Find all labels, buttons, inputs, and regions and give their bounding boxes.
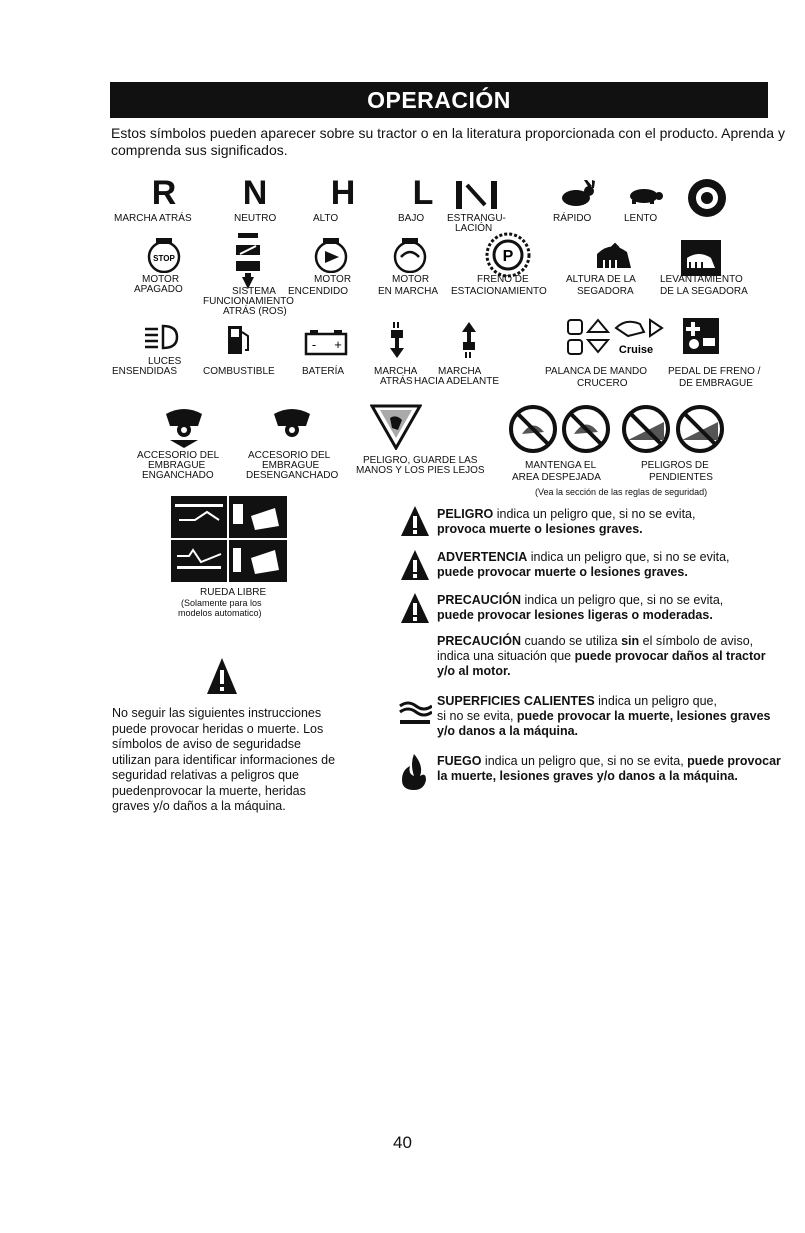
neutral-letter: N	[242, 174, 268, 212]
freewheel-sub-1: (Solamente para los	[181, 598, 262, 608]
reverse-arrow-icon	[387, 322, 407, 360]
freewheel-icon	[171, 496, 287, 582]
disengaged-label-3: DESENGANCHADO	[246, 470, 339, 481]
battery-plus: +	[334, 337, 342, 352]
brake-pedal-label-2: DE EMBRAGUE	[679, 378, 753, 389]
reverse-letter: R	[151, 174, 177, 212]
deck-lift-icon	[681, 240, 721, 276]
engine-off-label-2: APAGADO	[134, 284, 183, 295]
parking-brake-label-1: FRENO DE	[477, 274, 529, 285]
attachment-disengaged-icon	[272, 408, 312, 438]
high-label: ALTO	[313, 213, 339, 224]
hands-feet-label-1: PELIGRO, GUARDE LAS	[363, 455, 478, 466]
safety-rules-note: (Vea la sección de las reglas de seguridad)	[535, 487, 708, 497]
caution-message: PRECAUCIÓN indica un peligro que, si no se evita, puede provocar lesiones ligeras o moderadas.	[437, 593, 724, 622]
page-number: 40	[393, 1133, 412, 1152]
keep-area-clear-icon	[511, 407, 555, 451]
keep-area-clear-icon-2	[564, 407, 608, 451]
hands-feet-danger-icon	[370, 404, 422, 450]
neutral-label: NEUTRO	[234, 213, 277, 224]
hot-surface-icon	[398, 694, 432, 726]
stop-text: STOP	[153, 254, 175, 263]
forward-gear-label-1: MARCHA	[438, 366, 482, 377]
choke-label-2: LACIÓN	[455, 223, 493, 234]
ros-label-2: FUNCIONAMIENTO	[203, 296, 294, 307]
low-label: BAJO	[398, 213, 425, 224]
high-letter: H	[330, 174, 356, 212]
slope-hazard-icon	[624, 407, 668, 451]
keep-clear-label-2: AREA DESPEJADA	[512, 472, 601, 483]
safety-alert-icon	[205, 656, 239, 696]
ros-label-1: SISTEMA	[232, 286, 276, 297]
deck-lift-label-2: DE LA SEGADORA	[660, 286, 748, 297]
engaged-label-3: ENGANCHADO	[142, 470, 214, 481]
pto-icon	[687, 178, 727, 218]
engine-run-label-2: EN MARCHA	[378, 286, 439, 297]
fire-icon	[398, 752, 430, 792]
reverse-gear-label-1: MARCHA	[374, 366, 418, 377]
low-letter: L	[412, 174, 434, 212]
forward-arrow-icon	[459, 322, 479, 360]
battery-icon	[304, 330, 348, 356]
parking-brake-icon	[485, 232, 531, 278]
forward-gear-label-2: HACIA ADELANTE	[414, 376, 500, 387]
mower-height-label-2: SEGADORA	[577, 286, 634, 297]
choke-label-1: ESTRANGU-	[447, 213, 506, 224]
slope-label-2: PENDIENTES	[649, 472, 713, 483]
parking-text: P	[502, 248, 514, 265]
battery-label: BATERÍA	[302, 366, 345, 377]
engine-start-label-1: MOTOR	[314, 274, 352, 285]
ros-system-icon	[232, 233, 264, 293]
mower-height-label-1: ALTURA DE LA	[566, 274, 636, 285]
cruise-text: Cruise	[618, 344, 654, 356]
cruise-label-2: CRUCERO	[577, 378, 628, 389]
freewheel-label: RUEDA LIBRE	[200, 587, 267, 598]
headlight-icon	[143, 322, 179, 352]
attachment-engaged-icon	[164, 408, 204, 448]
fast-label: RÁPIDO	[553, 213, 592, 224]
fuel-icon	[226, 322, 252, 356]
keep-clear-label-1: MANTENGA EL	[525, 460, 597, 471]
brake-clutch-pedal-icon	[683, 318, 719, 354]
mower-height-icon	[593, 240, 635, 270]
slope-label-1: PELIGROS DE	[641, 460, 709, 471]
cruise-lever-icon	[564, 316, 674, 358]
fire-message: FUEGO indica un peligro que, si no se evita, puede provocar la muerte, lesiones graves y/o danos a la máquina.	[437, 754, 781, 783]
parking-brake-label-2: ESTACIONAMIENTO	[451, 286, 547, 297]
battery-minus: -	[311, 337, 317, 352]
engine-start-label-2: ENCENDIDO	[288, 286, 349, 297]
engine-run-icon	[392, 237, 428, 273]
disengaged-label-1: ACCESORIO DEL	[248, 450, 331, 461]
danger-alert-icon	[400, 505, 430, 537]
warning-message: ADVERTENCIA indica un peligro que, si no se evita, puede provocar muerte o lesiones graves.	[437, 550, 730, 579]
reverse-label: MARCHA ATRÁS	[114, 213, 192, 224]
engaged-label-1: ACCESORIO DEL	[137, 450, 220, 461]
engine-off-label-1: MOTOR	[142, 274, 180, 285]
rabbit-icon	[556, 180, 598, 210]
engine-start-icon	[313, 237, 349, 273]
caution-no-symbol-message: PRECAUCIÓN cuando se utiliza sin el símbolo de aviso, indica una situación que puede provocar daños al tractor y/o al motor.	[437, 634, 766, 678]
danger-message: PELIGRO indica un peligro que, si no se evita, provoca muerte o lesiones graves.	[437, 507, 696, 536]
intro-text: Estos símbolos pueden aparecer sobre su tractor o en la literatura proporcionada con el producto. Aprenda y comprenda sus significados.	[111, 125, 785, 158]
engine-run-label-1: MOTOR	[392, 274, 430, 285]
caution-alert-icon	[400, 592, 430, 624]
slow-label: LENTO	[624, 213, 658, 224]
lights-label-1: LUCES	[148, 356, 182, 367]
hands-feet-label-2: MANOS Y LOS PIES LEJOS	[356, 465, 485, 476]
page-title: OPERACIÓN	[110, 82, 768, 118]
engaged-label-2: EMBRAGUE	[148, 460, 206, 471]
prohibition-icons	[508, 404, 728, 454]
safety-intro-paragraph: No seguir las siguientes instrucciones puede provocar heridas o muerte. Los símbolos de aviso de seguridadse utilizan para identificar informaciones de seguridad relativas a peligros que puedenprovocar la muerte, heridas graves y/o daños a la máquina.	[112, 706, 336, 813]
choke-icon	[455, 179, 500, 211]
lights-label-2: ENSENDIDAS	[112, 366, 178, 377]
hot-surface-message: SUPERFICIES CALIENTES indica un peligro que, si no se evita, puede provocar la muerte, lesiones graves y/o danos a la máquina.	[437, 694, 771, 738]
slope-hazard-icon-2	[678, 407, 722, 451]
warning-alert-icon	[400, 549, 430, 581]
reverse-gear-label-2: ATRÁS	[380, 376, 413, 387]
ros-label-3: ATRÁS (ROS)	[223, 306, 287, 317]
cruise-label-1: PALANCA DE MANDO	[545, 366, 648, 377]
engine-stop-icon	[146, 237, 182, 273]
deck-lift-label-1: LEVANTAMIENTO	[660, 274, 743, 285]
fuel-label: COMBUSTIBLE	[203, 366, 275, 377]
freewheel-sub-2: modelos automatico)	[178, 608, 262, 618]
brake-pedal-label-1: PEDAL DE FRENO /	[668, 366, 761, 377]
turtle-icon	[624, 185, 664, 205]
disengaged-label-2: EMBRAGUE	[262, 460, 320, 471]
